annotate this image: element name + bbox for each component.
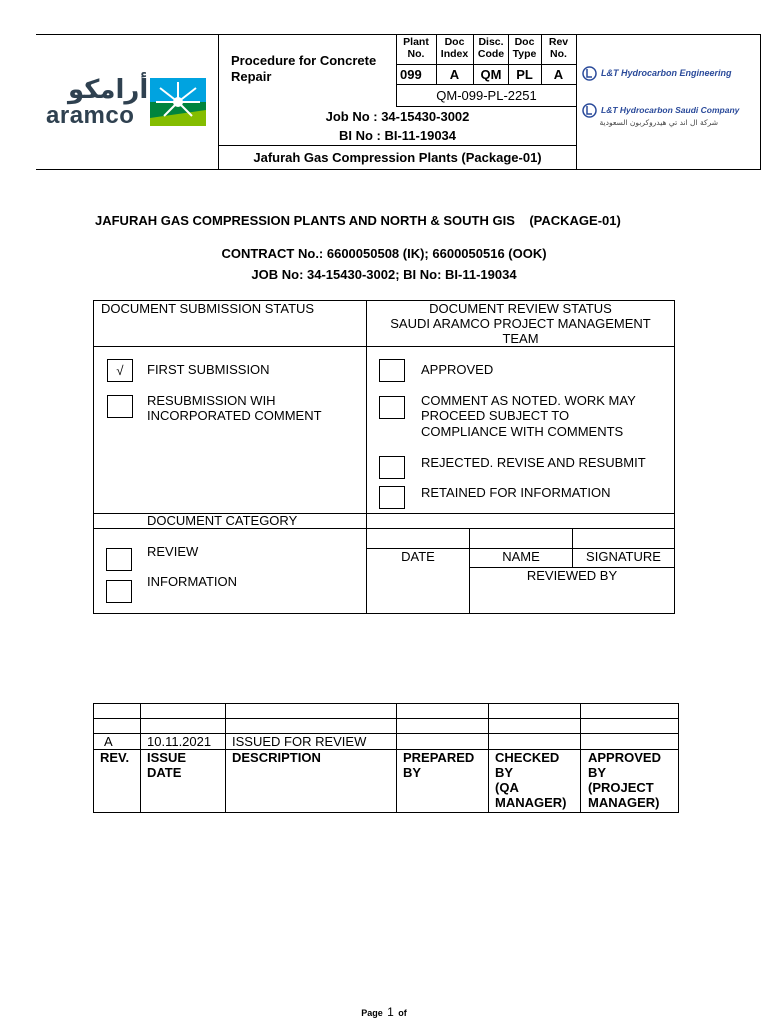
revision-header-issue: ISSUE bbox=[147, 750, 187, 765]
rejected-label: REJECTED. REVISE AND RESUBMIT bbox=[421, 455, 646, 470]
revision-header-checked: CHECKED bbox=[495, 750, 560, 765]
retained-checkbox[interactable] bbox=[379, 486, 405, 509]
aramco-logo-arabic: أرامكو bbox=[68, 75, 149, 105]
lt-emblem-icon bbox=[582, 103, 597, 118]
review-status-header: DOCUMENT REVIEW STATUS bbox=[429, 301, 612, 316]
project-name: Jafurah Gas Compression Plants (Package-01) bbox=[253, 150, 542, 165]
name-header: NAME bbox=[502, 549, 540, 564]
document-title: Procedure for Concrete Repair bbox=[231, 53, 377, 84]
comment-noted-label-2: PROCEED SUBJECT TO bbox=[421, 408, 570, 423]
page-footer bbox=[0, 1003, 768, 1021]
document-category-header: DOCUMENT CATEGORY bbox=[147, 513, 298, 528]
code-header-disc-code: Disc. Code bbox=[477, 36, 505, 60]
code-value-plant-no: 099 bbox=[400, 67, 422, 82]
review-label: REVIEW bbox=[147, 544, 199, 559]
revision-header-approved-2: BY bbox=[588, 765, 607, 780]
revision-date: 10.11.2021 bbox=[147, 734, 212, 749]
resubmission-checkbox[interactable] bbox=[107, 395, 133, 418]
lt-saudi-logo bbox=[582, 103, 758, 133]
revision-header-checked-4: MANAGER) bbox=[495, 795, 567, 810]
of-label: of bbox=[398, 1008, 407, 1018]
job-number: Job No : 34-15430-3002 bbox=[325, 109, 470, 124]
revision-header-prepared-2: BY bbox=[403, 765, 422, 780]
approved-label: APPROVED bbox=[421, 362, 494, 377]
revision-description: ISSUED FOR REVIEW bbox=[232, 734, 367, 749]
code-value-doc-index: A bbox=[449, 67, 460, 82]
revision-header-description: DESCRIPTION bbox=[232, 750, 321, 765]
approved-checkbox[interactable] bbox=[379, 359, 405, 382]
code-value-doc-type: PL bbox=[516, 67, 533, 82]
revision-header-approved: APPROVED bbox=[588, 750, 661, 765]
first-submission-label: FIRST SUBMISSION bbox=[147, 362, 270, 377]
signature-header: SIGNATURE bbox=[586, 549, 661, 564]
page-number: 1 bbox=[387, 1005, 394, 1019]
revision-rev: A bbox=[104, 734, 113, 749]
revision-header-issue-2: DATE bbox=[147, 765, 182, 780]
code-header-rev-no: Rev No. bbox=[548, 36, 569, 60]
first-submission-checkbox[interactable]: √ bbox=[107, 359, 133, 382]
rejected-checkbox[interactable] bbox=[379, 456, 405, 479]
revision-header-rev: REV. bbox=[100, 750, 130, 765]
submission-status-header: DOCUMENT SUBMISSION STATUS bbox=[101, 301, 315, 316]
page-label: Page bbox=[361, 1008, 383, 1018]
aramco-logo bbox=[46, 76, 208, 132]
project-heading: JAFURAH GAS COMPRESSION PLANTS AND NORTH & SOUTH GIS (PACKAGE-01) bbox=[95, 213, 621, 228]
job-bi-number: JOB No: 34-15430-3002; BI No: BI-11-19034 bbox=[251, 267, 517, 282]
document-number: QM-099-PL-2251 bbox=[436, 88, 537, 103]
code-header-doc-index: Doc Index bbox=[440, 36, 469, 60]
lt-saudi-arabic-name: شركة ال اند تي هيدروكربون السعودية bbox=[599, 118, 718, 127]
aramco-star-icon bbox=[150, 78, 206, 126]
lt-emblem-icon bbox=[582, 66, 597, 81]
revision-header-prepared: PREPARED bbox=[403, 750, 475, 765]
lt-engineering-name: L&T Hydrocarbon Engineering bbox=[601, 68, 732, 78]
revision-header-approved-4: MANAGER) bbox=[588, 795, 660, 810]
revision-header-checked-2: BY bbox=[495, 765, 514, 780]
lt-saudi-name: L&T Hydrocarbon Saudi Company bbox=[601, 105, 740, 115]
aramco-logo-latin: aramco bbox=[46, 102, 135, 129]
code-header-doc-type: Doc Type bbox=[512, 36, 537, 60]
comment-noted-label: COMMENT AS NOTED. WORK MAY bbox=[421, 393, 636, 408]
review-team-header: SAUDI ARAMCO PROJECT MANAGEMENT bbox=[390, 316, 651, 331]
revision-header-checked-3: (QA bbox=[495, 780, 519, 795]
retained-label: RETAINED FOR INFORMATION bbox=[421, 485, 611, 500]
comment-noted-checkbox[interactable] bbox=[379, 396, 405, 419]
information-checkbox[interactable] bbox=[106, 580, 132, 603]
resubmission-label-2: INCORPORATED COMMENT bbox=[147, 408, 322, 423]
contract-number: CONTRACT No.: 6600050508 (IK); 6600050516 (OOK) bbox=[221, 246, 547, 261]
lt-engineering-logo bbox=[582, 66, 758, 82]
revision-header-approved-3: (PROJECT bbox=[588, 780, 654, 795]
code-value-rev-no: A bbox=[553, 67, 564, 82]
resubmission-label: RESUBMISSION WIH bbox=[147, 393, 276, 408]
reviewed-by-label: REVIEWED BY bbox=[526, 568, 618, 583]
code-value-disc-code: QM bbox=[480, 67, 502, 82]
review-team-header-2: TEAM bbox=[502, 331, 539, 346]
review-checkbox[interactable] bbox=[106, 548, 132, 571]
information-label: INFORMATION bbox=[147, 574, 238, 589]
code-header-plant-no: Plant No. bbox=[403, 36, 429, 60]
bi-number: BI No : BI-11-19034 bbox=[338, 128, 457, 143]
date-header: DATE bbox=[401, 549, 435, 564]
comment-noted-label-3: COMPLIANCE WITH COMMENTS bbox=[421, 424, 624, 439]
